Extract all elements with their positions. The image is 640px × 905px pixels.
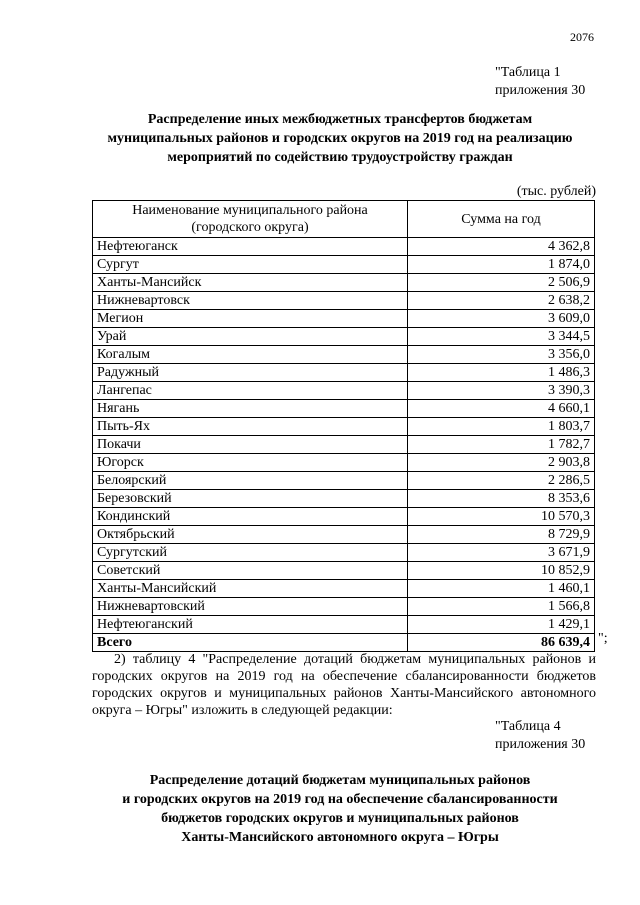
amount-value: 1 486,3 (408, 364, 595, 382)
municipality-name: Ханты-Мансийский (93, 580, 408, 598)
table-row (93, 616, 595, 634)
municipality-name: Когалым (93, 346, 408, 364)
table4-title (60, 771, 620, 847)
table-row (93, 436, 595, 454)
amount-value: 1 429,1 (408, 616, 595, 634)
municipality-name: Югорск (93, 454, 408, 472)
total-row (93, 634, 595, 652)
amount-value: 2 286,5 (408, 472, 595, 490)
table-row (93, 382, 595, 400)
table1-reference-line2: приложения 30 (495, 83, 586, 98)
municipality-name: Пыть-Ях (93, 418, 408, 436)
amount-value: 1 460,1 (408, 580, 595, 598)
table-row (93, 454, 595, 472)
table4-reference-line2: приложения 30 (495, 737, 586, 752)
table-row (93, 508, 595, 526)
municipality-name: Октябрьский (93, 526, 408, 544)
table-row (93, 418, 595, 436)
table-row (93, 526, 595, 544)
unit-note: (тыс. рублей) (516, 184, 596, 199)
amount-value: 1 566,8 (408, 598, 595, 616)
municipality-name: Сургут (93, 256, 408, 274)
table4-title-line3: бюджетов городских округов и муниципальных районов (161, 811, 519, 826)
table-row (93, 274, 595, 292)
table-row (93, 328, 595, 346)
municipality-name: Мегион (93, 310, 408, 328)
municipality-name: Нижневартовский (93, 598, 408, 616)
table1-title-line2: муниципальных районов и городских округов на 2019 год на реализацию (107, 131, 573, 146)
municipality-name: Белоярский (93, 472, 408, 490)
table4-title-line4: Ханты-Мансийского автономного округа – Югры (181, 830, 499, 845)
table-row (93, 346, 595, 364)
total-label: Всего (93, 634, 408, 652)
table-row (93, 292, 595, 310)
table-row (93, 310, 595, 328)
table-row (93, 364, 595, 382)
amount-value: 10 570,3 (408, 508, 595, 526)
municipality-name: Березовский (93, 490, 408, 508)
amount-value: 2 903,8 (408, 454, 595, 472)
header-municipality-line2: (городского округа) (191, 220, 309, 235)
municipality-name: Сургутский (93, 544, 408, 562)
table4-reference (495, 718, 585, 754)
table-row (93, 238, 595, 256)
table1-reference-line1: "Таблица 1 (495, 65, 561, 80)
amount-value: 1 803,7 (408, 418, 595, 436)
table1-reference (495, 64, 585, 100)
amount-value: 10 852,9 (408, 562, 595, 580)
amendment-paragraph: 2) таблицу 4 "Распределение дотаций бюджетам муниципальных районов и городских округов на 2019 год на обеспечение сбалансированности бюджетов городских округов и муниципальных районов Ханты-Мансийского автономного округа – Югры" изложить в следующей редакции: (92, 652, 596, 718)
table-row (93, 562, 595, 580)
total-amount: 86 639,4 (408, 634, 595, 652)
transfers-table (92, 200, 595, 652)
municipality-name: Нефтеюганск (93, 238, 408, 256)
amount-value: 3 671,9 (408, 544, 595, 562)
municipality-name: Лангепас (93, 382, 408, 400)
header-amount: Сумма на год (408, 201, 595, 238)
amount-value: 8 353,6 (408, 490, 595, 508)
municipality-name: Ханты-Мансийск (93, 274, 408, 292)
table1-title (60, 110, 620, 167)
table1-title-line3: мероприятий по содействию трудоустройству граждан (167, 150, 513, 165)
amount-value: 3 609,0 (408, 310, 595, 328)
table-row (93, 256, 595, 274)
header-municipality (93, 201, 408, 238)
table-row (93, 472, 595, 490)
table-row (93, 544, 595, 562)
municipality-name: Советский (93, 562, 408, 580)
municipality-name: Урай (93, 328, 408, 346)
amount-value: 2 638,2 (408, 292, 595, 310)
municipality-name: Радужный (93, 364, 408, 382)
header-municipality-line1: Наименование муниципального района (132, 203, 368, 218)
amount-value: 3 390,3 (408, 382, 595, 400)
table-row (93, 598, 595, 616)
amount-value: 2 506,9 (408, 274, 595, 292)
amount-value: 4 362,8 (408, 238, 595, 256)
quote-end: "; (598, 631, 608, 646)
table-row (93, 580, 595, 598)
table4-title-line1: Распределение дотаций бюджетам муниципальных районов (149, 773, 531, 788)
municipality-name: Кондинский (93, 508, 408, 526)
amount-value: 3 356,0 (408, 346, 595, 364)
municipality-name: Нефтеюганский (93, 616, 408, 634)
amount-value: 1 782,7 (408, 436, 595, 454)
table4-reference-line1: "Таблица 4 (495, 719, 561, 734)
table-body (93, 238, 595, 652)
table-row (93, 400, 595, 418)
table-header-row (93, 201, 595, 238)
amount-value: 8 729,9 (408, 526, 595, 544)
table1-title-line1: Распределение иных межбюджетных трансфертов бюджетам (147, 112, 533, 127)
table-row (93, 490, 595, 508)
municipality-name: Нижневартовск (93, 292, 408, 310)
municipality-name: Нягань (93, 400, 408, 418)
municipality-name: Покачи (93, 436, 408, 454)
amount-value: 1 874,0 (408, 256, 595, 274)
table4-title-line2: и городских округов на 2019 год на обеспечение сбалансированности (122, 792, 558, 807)
amount-value: 4 660,1 (408, 400, 595, 418)
page-number: 2076 (570, 30, 594, 44)
amount-value: 3 344,5 (408, 328, 595, 346)
